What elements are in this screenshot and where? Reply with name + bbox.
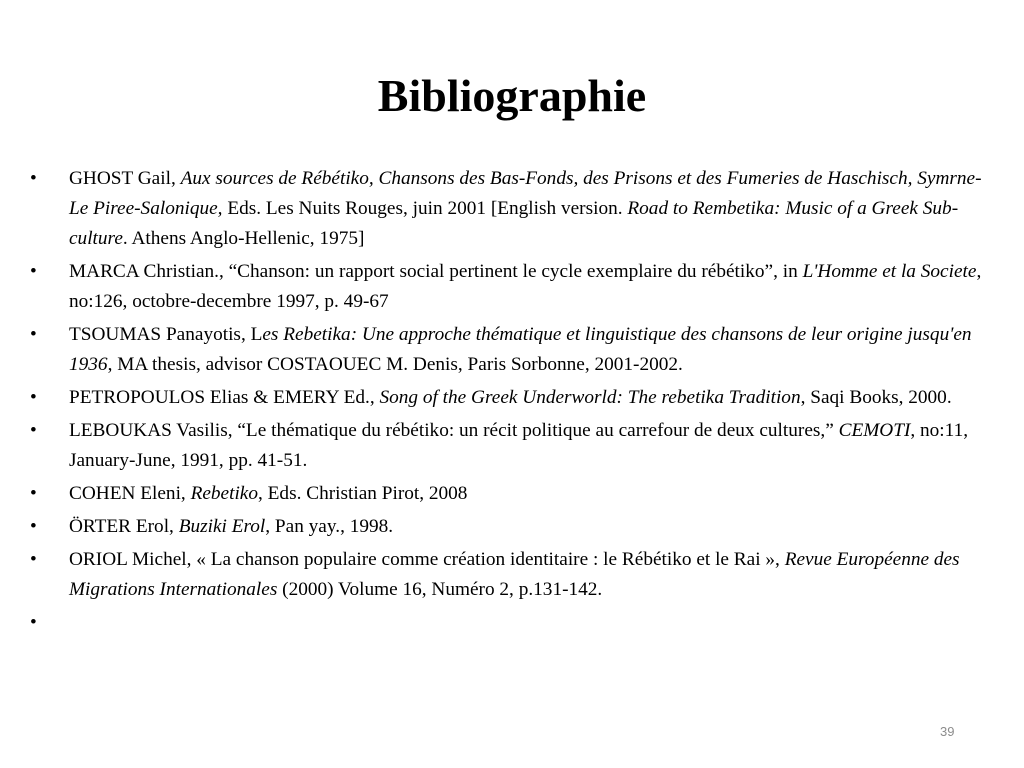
text-segment: , no:126, octobre-decembre 1997, p. 49-67 (69, 261, 982, 312)
bibliography-entry (30, 512, 994, 542)
italic-title-segment: Aux sources de Rébétiko, Chansons des Bas-Fonds, des Prisons et des Fumeries de Haschisch, Symrne-Le Piree-Salonique, (69, 168, 982, 219)
text-segment: , Pan yay., 1998. (265, 516, 394, 537)
entry-text (69, 261, 981, 312)
bullet-marker: • (30, 261, 37, 282)
text-segment: TSOUMAS Panayotis, L (69, 324, 263, 345)
entry-text (69, 387, 952, 408)
entry-text (69, 549, 960, 600)
page-number: 39 (940, 724, 955, 739)
entry-text (69, 483, 467, 504)
slide-title: Bibliographie (377, 70, 647, 121)
bibliography-entry (30, 479, 994, 509)
bullet-marker: • (30, 168, 37, 189)
text-segment: , Saqi Books, 2000. (800, 387, 952, 408)
bibliography-entry (30, 383, 994, 413)
text-segment: MARCA Christian., “Chanson: un rapport social pertinent le cycle exemplaire du rébétiko”, in (69, 261, 803, 282)
bullet-marker: • (30, 516, 37, 537)
entry-text (69, 324, 972, 375)
text-segment: LEBOUKAS Vasilis, “Le thématique du rébétiko: un récit politique au carrefour de deux cultures,” (69, 420, 839, 441)
bibliography-entry (30, 164, 994, 254)
text-segment: , no:11, January-June, 1991, pp. 41-51. (69, 420, 969, 471)
text-segment: PETROPOULOS Elias & EMERY Ed., (69, 387, 380, 408)
bibliography-entry (30, 545, 994, 605)
bibliography-entry (30, 416, 994, 476)
bullet-marker: • (30, 387, 37, 408)
italic-title-segment: Rebetiko (190, 483, 259, 504)
bibliography-entry (30, 257, 994, 317)
text-segment: . Athens Anglo-Hellenic, 1975] (122, 228, 365, 249)
italic-title-segment: Buziki Erol (178, 516, 266, 537)
bullet-marker: • (30, 420, 37, 441)
text-segment: , Eds. Christian Pirot, 2008 (258, 483, 468, 504)
text-segment: COHEN Eleni, (69, 483, 191, 504)
text-segment: Eds. Les Nuits Rouges, juin 2001 [English version. (222, 198, 628, 219)
bibliography-list (30, 164, 994, 633)
bibliography-entry (30, 320, 994, 380)
bullet-marker: • (30, 612, 37, 633)
italic-title-segment: Song of the Greek Underworld: The rebetika Tradition (379, 387, 801, 408)
italic-title-segment: es Rebetika: Une approche thématique et linguistique des chansons de leur origine jusqu'en 1936 (69, 324, 972, 375)
text-segment: , MA thesis, advisor COSTAOUEC M. Denis, Paris Sorbonne, 2001-2002. (107, 354, 683, 375)
text-segment: (2000) Volume 16, Numéro 2, p.131-142. (277, 579, 603, 600)
italic-title-segment: L'Homme et la Societe (802, 261, 977, 282)
entry-text (69, 516, 393, 537)
text-segment: ORIOL Michel, « La chanson populaire comme création identitaire : le Rébétiko et le Rai », (69, 549, 785, 570)
italic-title-segment: CEMOTI (838, 420, 911, 441)
italic-title-segment: Revue Européenne des Migrations Internationales (69, 549, 960, 600)
text-segment: GHOST Gail, (69, 168, 181, 189)
text-segment: ÖRTER Erol, (69, 516, 179, 537)
bullet-marker: • (30, 549, 37, 570)
italic-title-segment: Road to Rembetika: Music of a Greek Sub-culture (69, 198, 959, 249)
entry-text (69, 168, 982, 249)
bullet-marker: • (30, 483, 37, 504)
bullet-marker: • (30, 324, 37, 345)
entry-text (69, 420, 968, 471)
